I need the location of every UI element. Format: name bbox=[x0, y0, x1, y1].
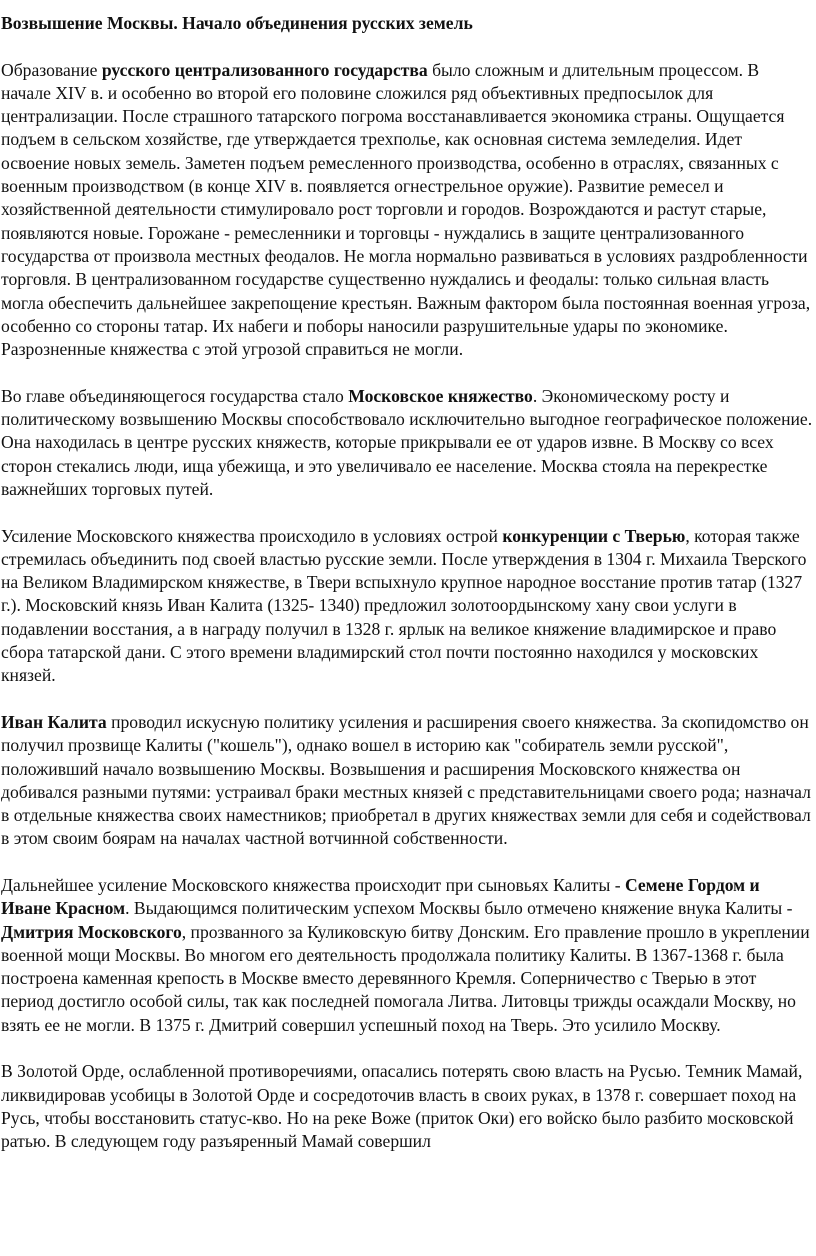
paragraphs-container bbox=[1, 59, 813, 1154]
text-run: Образование bbox=[1, 59, 102, 80]
text-run: Усиление Московского княжества происходило в условиях острой bbox=[1, 525, 503, 546]
text-run: . Выдающимся политическим успехом Москвы было отмечено княжение внука Калиты - bbox=[125, 898, 793, 919]
paragraph bbox=[1, 1060, 813, 1153]
text-run: было сложным и длительным процессом. В начале XIV в. и особенно во второй его половине сложился ряд объективных предпосылок для централизации. После страшного татарского погрома восстанавливается экономика страны. Ощущается подъем в сельском хозяйстве, где утверждается трехполье, как основная система земледелия. Идет освоение новых земель. Заметен подъем ремесленного производства, особенно в отраслях, связанных с военным производством (в конце XIV в. появляется огнестрельное оружие). Развитие ремесел и хозяйственной деятельности стимулировало рост торговли и городов. Возрождаются и растут старые, появляются новые. Горожане - ремесленники и торговцы - нуждались в защите централизованного государства от произвола местных феодалов. Не могла нормально развиваться в условиях раздробленности торговля. В централизованном государстве существенно нуждались и феодалы: только сильная власть могла обеспечить дальнейшее закрепощение крестьян. Важным фактором была постоянная военная угроза, особенно со стороны татар. Их набеги и поборы наносили разрушительные удары по экономике. Разрозненные княжества с этой угрозой справиться не могли. bbox=[1, 59, 811, 360]
document-title: Возвышение Москвы. Начало объединения русских земель bbox=[1, 13, 473, 33]
paragraph bbox=[1, 59, 813, 362]
text-run: . Экономическому росту и политическому возвышению Москвы способствовало исключительно выгодное географическое положение. Она находилась в центре русских княжеств, которые прикрывали ее от ударов извне. В Москву со всех сторон стекались люди, ища убежища, и это увеличивало ее население. Москва стояла на перекрестке важнейших торговых путей. bbox=[1, 385, 813, 499]
text-run: , прозванного за Куликовскую битву Донским. Его правление прошло в укреплении военной мощи Москвы. Во многом его деятельность продолжала политику Калиты. В 1367-1368 г. была построена каменная крепость в Москве вместо деревянного Кремля. Соперничество с Тверью в этот период достигло особой силы, так как последней помогала Литва. Литовцы трижды осаждали Москву, но взять ее не могли. В 1375 г. Дмитрий совершил успешный поход на Тверь. Это усилило Москву. bbox=[1, 921, 810, 1035]
paragraph bbox=[1, 525, 813, 688]
text-run: Дальнейшее усиление Московского княжества происходит при сыновьях Калиты - bbox=[1, 874, 625, 895]
bold-text-run: Семене Гордом и Иване Красном bbox=[1, 874, 760, 919]
text-run: В Золотой Орде, ослабленной противоречиями, опасались потерять свою власть на Русью. Темник Мамай, ликвидировав усобицы в Золотой Орде и сосредоточив власть в своих руках, в 1378 г. совершает поход на Русь, чтобы восстановить статус-кво. Но на реке Воже (приток Оки) его войско было разбито московской ратью. В следующем году разъяренный Мамай совершил bbox=[1, 1061, 803, 1152]
bold-text-run: конкуренции с Тверью bbox=[502, 525, 686, 546]
bold-text-run: Московское княжество bbox=[348, 385, 533, 406]
text-run: проводил искусную политику усиления и расширения своего княжества. За скопидомство он получил прозвище Калиты ("кошель"), однако вошел в историю как "собиратель земли русской", положивший начало возвышению Москвы. Возвышения и расширения Московского княжества он добивался разными путями: устраивал браки местных князей с представительницами своего рода; назначал в отдельные княжества своих наместников; приобретал в других княжествах земли для себя и содействовал в этом своим боярам на началах частной вотчинной собственности. bbox=[1, 711, 811, 849]
bold-text-run: русского централизованного государства bbox=[101, 59, 428, 80]
bold-text-run: Дмитрия Московского bbox=[1, 921, 182, 942]
paragraph bbox=[1, 874, 813, 1037]
paragraph bbox=[1, 385, 813, 501]
document-body bbox=[1, 12, 813, 1154]
paragraph bbox=[1, 711, 813, 851]
text-run: Во главе объединяющегося государства стало bbox=[1, 385, 349, 406]
bold-text-run: Иван Калита bbox=[1, 711, 107, 732]
text-run: , которая также стремилась объединить под своей властью русские земли. После утверждения в 1304 г. Михаила Тверского на Великом Владимирском княжестве, в Твери вспыхнуло крупное народное восстание против татар (1327 г.). Московский князь Иван Калита (1325- 1340) предложил золотоордынскому хану свои услуги в подавлении восстания, а в награду получил в 1328 г. ярлык на великое княжение владимирское и право сбора татарской дани. С этого времени владимирский стол почти постоянно находился у московских князей. bbox=[1, 525, 807, 686]
